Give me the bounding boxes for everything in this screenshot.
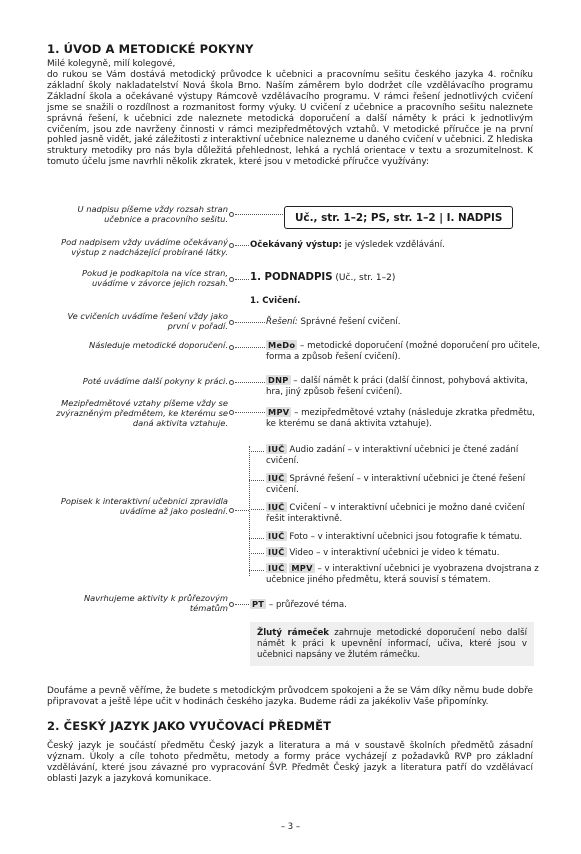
annotation-heading-range: U nadpisu píšeme vždy rozsah stran učebnice a pracovního sešitu. xyxy=(77,204,228,225)
connector-dot xyxy=(229,508,234,513)
iuc-video-example: IUČ Video – v interaktivní učebnici je video k tématu. xyxy=(268,547,500,558)
expected-outcome-example: Očekávaný výstup: je výsledek vzdělávání. xyxy=(250,240,445,250)
dotted-bracket xyxy=(249,446,250,576)
connector-dot xyxy=(229,212,234,217)
iuc-mpv-example: IUČ MPV – v interaktivní učebnici je vyobrazena dvojstrana z učebnice jiného předmětu, která souvisí s tématem. xyxy=(266,563,539,585)
annotation-further-work: Poté uvádíme další pokyny k práci. xyxy=(82,376,228,386)
connector-dot xyxy=(229,410,234,415)
mpv-tag: MPV xyxy=(268,407,290,417)
pt-example: PT – průřezové téma. xyxy=(252,599,347,610)
annotation-crosscurricular: Mezipředmětové vztahy píšeme vždy se zvýrazněným předmětem, ke kterému se daná aktivita vztahuje. xyxy=(56,398,228,429)
dotted-leader xyxy=(249,570,264,571)
dotted-leader xyxy=(235,347,265,348)
connector-dot xyxy=(229,243,234,248)
dotted-leader xyxy=(249,553,264,554)
annotation-methodical: Následuje metodické doporučení. xyxy=(88,340,228,350)
annotation-expected-outcome: Pod nadpisem vždy uvádíme očekávaný výstup z nadcházející probírané látky. xyxy=(61,237,228,258)
dotted-leader xyxy=(249,538,264,539)
dotted-leader xyxy=(249,480,264,481)
dotted-leader xyxy=(235,279,249,280)
subheading-example: 1. PODNADPIS (Uč., str. 1–2) xyxy=(250,272,396,283)
connector-dot xyxy=(229,277,234,282)
intro-paragraph: do rukou se Vám dostává metodický průvodce k učebnici a pracovnímu sešitu českého jazyka 4. ročníku základní školy nakladatelství Nová škola Brno. Naším záměrem bylo dodržet cíle vzdělávacího programu Základní škola a očekávané výstupy Rámcově vzdělávacího programu. V rámci řešení jednotlivých cvičení jsme se snažili o rozdílnost a rozmanitost formy výuky. U cvičení z učebnice a pracovního sešitu naleznete správná řešení, k učebnici zde naleznete metodická doporučení a další náměty k práci k jednotlivým cvičením, jsou zde navrženy činnosti v rámci mezipředmětových vztahů. V metodické příručce je na první pohled jasně vidět, jaké záležitosti z interaktivní učebnice nalezneme u daného cvičení v učebnici. Z hlediska struktury metodiky pro nás byla důležitá přehlednost, lehká a rychlá orientace v textu a srozumitelnost. K tomuto účelu jsme navrhli několik zkratek, které jsou v metodické příručce využívány: xyxy=(47,70,533,168)
iuc-tag: IUČ xyxy=(268,502,285,512)
pt-tag: PT xyxy=(252,599,265,609)
greeting: Milé kolegyně, milí kolegové, xyxy=(47,59,176,69)
iuc-tag: IUČ xyxy=(268,444,285,454)
iuc-audio-example: IUČ Audio zadání – v interaktivní učebnici je čtené zadání cvičení. xyxy=(266,444,519,466)
iuc-tag: IUČ xyxy=(268,563,285,573)
annotation-crosscutting-themes: Navrhujeme aktivity k průřezovým tématům xyxy=(83,593,228,614)
iuc-tag: IUČ xyxy=(268,547,285,557)
medo-tag: MeDo xyxy=(268,340,296,350)
closing-paragraph: Doufáme a pevně věříme, že budete s metodickým průvodcem spokojeni a že se Vám díky němu bude dobře připravovat a ještě lépe učit v hodinách českého jazyka. Budeme rádi za jakékoliv Vaše připomínky. xyxy=(47,686,533,707)
dotted-leader xyxy=(235,214,283,215)
page-number: – 3 – xyxy=(280,822,301,832)
annotation-subchapter-range: Pokud je podkapitola na více stran, uvádíme v závorce jejich rozsah. xyxy=(82,268,228,289)
solution-example: Řešení: Správné řešení cvičení. xyxy=(266,317,401,327)
dnp-tag: DNP xyxy=(268,375,289,385)
medo-example: MeDo – metodické doporučení (možné doporučení pro učitele, forma a způsob řešení cvičení). xyxy=(266,340,540,362)
connector-dot xyxy=(229,380,234,385)
section-1-heading: 1. ÚVOD A METODICKÉ POKYNY xyxy=(47,42,254,56)
section-2-heading: 2. ČESKÝ JAZYK JAKO VYUČOVACÍ PŘEDMĚT xyxy=(47,719,332,733)
heading-example-box: Uč., str. 1–2; PS, str. 1–2 | I. NADPIS xyxy=(284,206,513,229)
iuc-tag: IUČ xyxy=(268,473,285,483)
dotted-leader xyxy=(249,509,264,510)
connector-dot xyxy=(229,345,234,350)
dotted-leader xyxy=(249,451,264,452)
yellow-frame-example: Žlutý rámeček zahrnuje metodické doporučení nebo další námět k práci k upevnění informací, učiva, které jsou v učebnici napsány ve žlutém rámečku. xyxy=(250,622,534,666)
dotted-leader xyxy=(235,382,265,383)
iuc-tag: IUČ xyxy=(268,531,285,541)
iuc-solution-example: IUČ Správné řešení – v interaktivní učebnici je čtené řešení cvičení. xyxy=(266,473,526,495)
annotation-interactive: Popisek k interaktivní učebnici zpravidla uvádíme až jako poslední. xyxy=(60,496,228,517)
section-2-paragraph: Český jazyk je součástí předmětu Český jazyk a literatura a má v soustavě školních předmětů zásadní význam. Úkoly a cíle tohoto předmětu, metody a formy práce vycházejí z požadavků RVP pro základní vzdělávání, které jsou závazné pro vypracování ŠVP. Předmět Český jazyk a literatura patří do vzdělávací oblasti Jazyk a jazyková komunikace. xyxy=(47,741,533,784)
connector-dot xyxy=(229,320,234,325)
connector-dot xyxy=(229,602,234,607)
iuc-photo-example: IUČ Foto – v interaktivní učebnici jsou fotografie k tématu. xyxy=(268,531,523,542)
dnp-example: DNP – další námět k práci (další činnost, pohybová aktivita, hra, jiný způsob řešení cvičení). xyxy=(266,375,528,397)
dotted-leader xyxy=(235,412,265,413)
annotation-solution-first: Ve cvičeních uvádíme řešení vždy jako první v pořadí. xyxy=(67,311,228,332)
dotted-leader xyxy=(235,604,249,605)
iuc-exercise-example: IUČ Cvičení – v interaktivní učebnici je možno dané cvičení řešit interaktivně. xyxy=(266,502,525,524)
dotted-leader xyxy=(235,322,265,323)
dotted-leader xyxy=(235,510,249,511)
mpv-example: MPV – mezipředmětové vztahy (následuje zkratka předmětu, ke kterému se daná aktivita vztahuje). xyxy=(266,407,535,429)
exercise-example: 1. Cvičení. xyxy=(250,296,301,306)
dotted-leader xyxy=(235,245,249,246)
mpv-tag: MPV xyxy=(291,563,313,573)
